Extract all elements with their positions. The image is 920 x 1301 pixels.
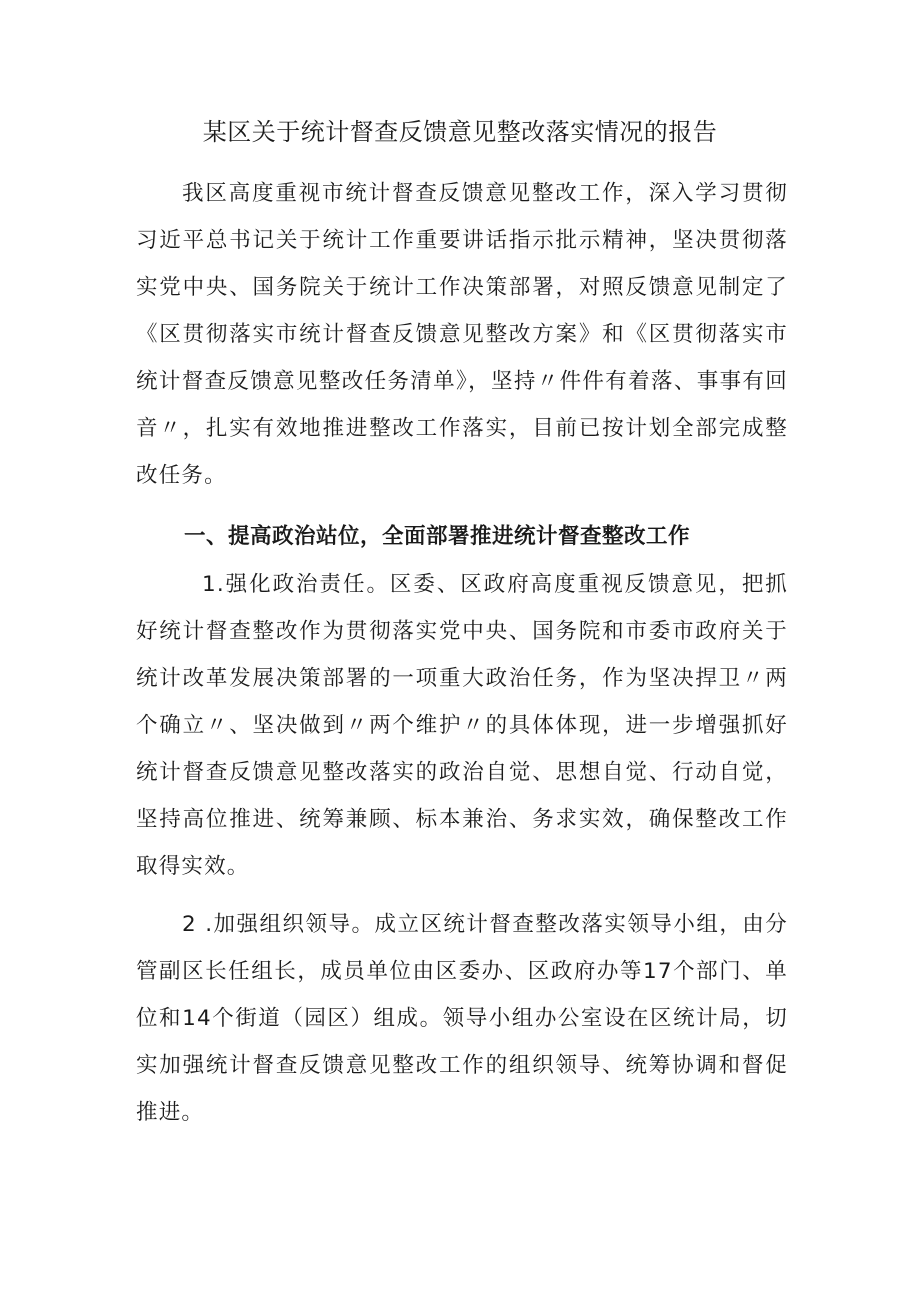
document-title: 某区关于统计督查反馈意见整改落实情况的报告 bbox=[202, 118, 718, 146]
item-1-paragraph: 1.强化政治责任。区委、区政府高度重视反馈意见，把抓好统计督查整改作为贯彻落实党中央、国务院和市委市政府关于统计改革发展决策部署的一项重大政治任务，作为坚决捍卫〃两个确立〃、坚决做到〃两个维护〃的具体体现，进一步增强抓好统计督查反馈意见整改落实的政治自觉、思想自觉、行动自觉，坚持高位推进、统筹兼顾、标本兼治、务求实效，确保整改工作取得实效。 bbox=[136, 572, 788, 879]
section-heading: 一、提高政治站位，全面部署推进统计督查整改工作 bbox=[184, 524, 691, 549]
intro-paragraph: 我区高度重视市统计督查反馈意见整改工作，深入学习贯彻习近平总书记关于统计工作重要讲话指示批示精神，坚决贯彻落实党中央、国务院关于统计工作决策部署，对照反馈意见制定了《区贯彻落实市统计督查反馈意见整改方案》和《区贯彻落实市统计督查反馈意见整改任务清单》，坚持〃件件有着落、事事有回音〃，扎实有效地推进整改工作落实，目前已按计划全部完成整改任务。 bbox=[136, 181, 788, 488]
item-2-paragraph: 2 .加强组织领导。成立区统计督查整改落实领导小组，由分管副区长任组长，成员单位由区委办、区政府办等17个部门、单位和14个街道（园区）组成。领导小组办公室设在区统计局，切实加强统计督查反馈意见整改工作的组织领导、统筹协调和督促推进。 bbox=[136, 912, 788, 1125]
